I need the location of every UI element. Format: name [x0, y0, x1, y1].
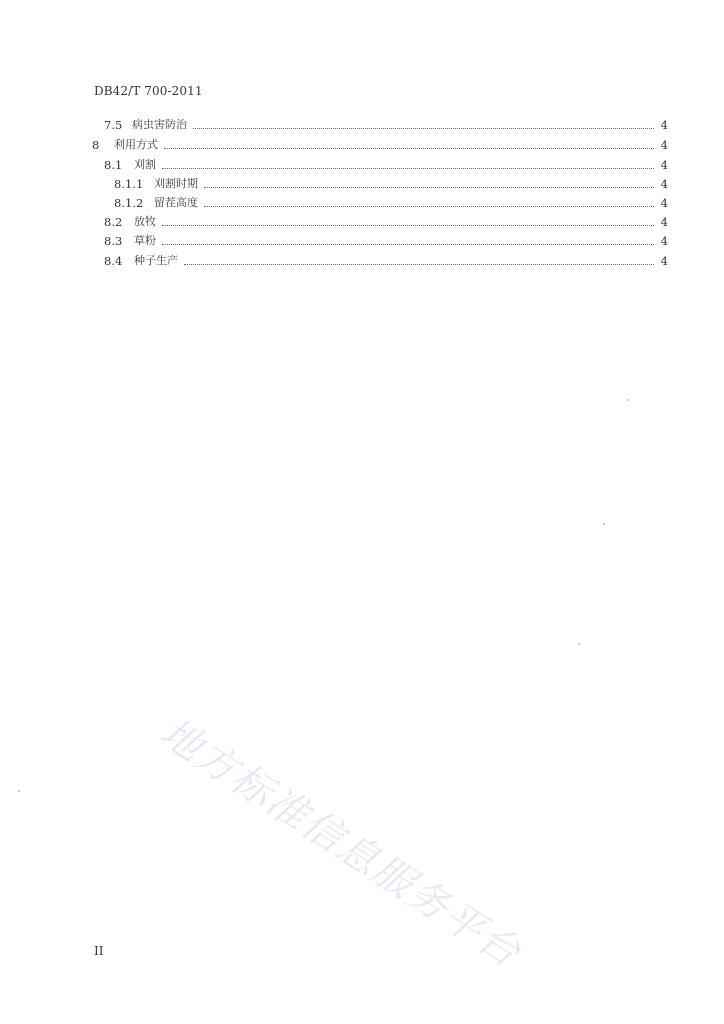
toc-entry-page: 4 — [660, 177, 668, 191]
toc-entry-title: 放牧 — [134, 215, 156, 228]
toc-entry-page: 4 — [660, 215, 668, 229]
toc-entry-number: 8.1.2 — [114, 196, 144, 210]
toc-dot-leader — [164, 148, 654, 149]
scan-speck — [18, 790, 20, 792]
toc-entry-title: 留茬高度 — [154, 196, 198, 209]
toc-entry-title: 利用方式 — [114, 138, 158, 151]
toc-entry-number: 7.5 — [104, 118, 123, 132]
toc-entry-page: 4 — [660, 138, 668, 152]
toc-entry-number: 8.2 — [104, 215, 123, 229]
toc-entry-number: 8.4 — [104, 254, 123, 268]
toc-dot-leader — [204, 206, 654, 207]
toc-entry-page: 4 — [660, 234, 668, 248]
scan-speck — [627, 399, 629, 401]
toc-entry-number: 8.1 — [104, 158, 123, 172]
toc-dot-leader — [162, 244, 654, 245]
toc-entry-number: 8 — [92, 138, 100, 152]
toc-entry-8-1-1[interactable] — [114, 173, 668, 191]
toc-entry-8-1[interactable] — [104, 154, 668, 172]
toc-entry-page: 4 — [660, 196, 668, 210]
toc-entry-page: 4 — [660, 158, 668, 172]
toc-entry-7-5[interactable] — [104, 114, 668, 132]
toc-entry-8-1-2[interactable] — [114, 192, 668, 210]
toc-dot-leader — [204, 187, 654, 188]
scan-speck — [578, 643, 580, 645]
toc-entry-title: 种子生产 — [134, 254, 178, 267]
toc-entry-title: 病虫害防治 — [132, 118, 187, 131]
toc-dot-leader — [184, 264, 654, 265]
toc-entry-title: 刈割 — [134, 158, 156, 171]
toc-entry-page: 4 — [660, 118, 668, 132]
toc-entry-8-3[interactable] — [104, 230, 668, 248]
toc-dot-leader — [162, 225, 654, 226]
toc-dot-leader — [193, 128, 654, 129]
watermark-text: 地方标准信息服务平台 — [152, 709, 530, 977]
standard-code-header: DB42/T 700-2011 — [94, 84, 203, 98]
toc-entry-title: 刈割时期 — [154, 177, 198, 190]
toc-entry-number: 8.1.1 — [114, 177, 144, 191]
toc-dot-leader — [162, 168, 654, 169]
page-number-footer: II — [94, 944, 104, 958]
toc-entry-8-2[interactable] — [104, 211, 668, 229]
toc-entry-8[interactable] — [92, 134, 668, 152]
toc-entry-title: 草粉 — [134, 234, 156, 247]
toc-entry-8-4[interactable] — [104, 250, 668, 268]
toc-entry-page: 4 — [660, 254, 668, 268]
toc-entry-number: 8.3 — [104, 234, 123, 248]
scan-speck — [603, 523, 605, 525]
